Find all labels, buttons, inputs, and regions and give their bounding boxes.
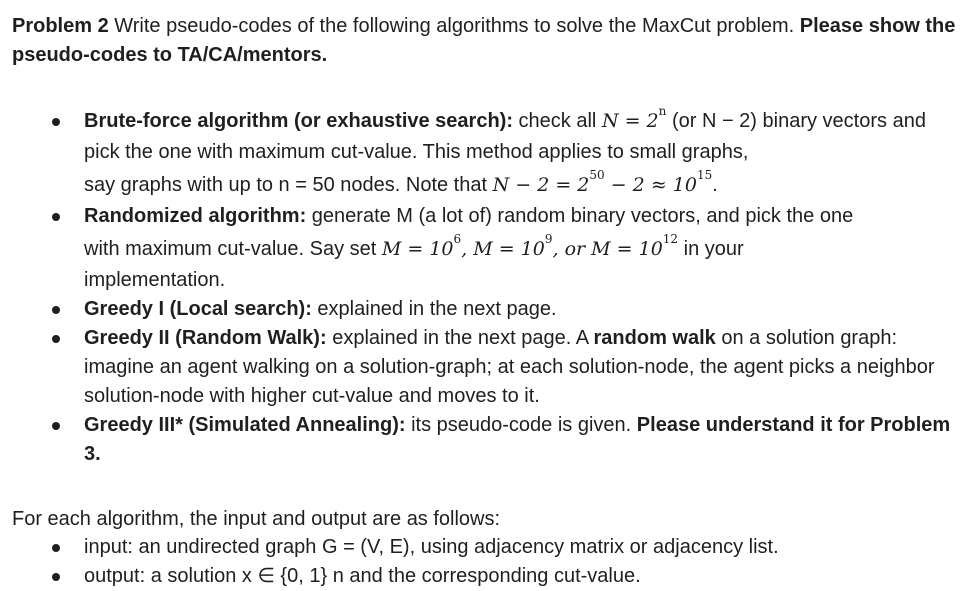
algorithm-name: Greedy II (Random Walk):	[84, 327, 327, 349]
algorithm-text: explained in the next page. A	[326, 327, 594, 349]
algorithm-text: its pseudo-code is given.	[405, 414, 637, 436]
algorithm-text: explained in the next page.	[311, 298, 557, 320]
io-list	[12, 533, 962, 591]
math-superscript: 12	[662, 232, 679, 246]
math-text: N − 2 = 2	[492, 174, 590, 196]
io-text: input: an undirected graph G = (V, E), using adjacency matrix or adjacency list.	[84, 536, 779, 558]
algorithm-text: check all	[513, 110, 602, 132]
problem-label: Problem 2	[12, 15, 109, 37]
algorithm-name: Greedy III* (Simulated Annealing):	[84, 414, 406, 436]
algorithm-list	[12, 104, 962, 469]
bullet-icon	[52, 118, 60, 126]
algorithm-name: Brute-force algorithm (or exhaustive search):	[84, 110, 513, 132]
io-text: output: a solution x ∈ {0, 1} n and the corresponding cut-value.	[84, 565, 641, 587]
bullet-icon	[52, 422, 60, 430]
math-superscript: 15	[696, 168, 713, 182]
bullet-icon	[52, 213, 60, 221]
list-item-brute-force	[12, 104, 962, 202]
algorithm-text: .	[712, 174, 718, 196]
text-line	[84, 232, 962, 266]
text-line: implementation.	[84, 269, 226, 291]
bullet-icon	[52, 335, 60, 343]
problem-emphasis: Please show the pseudo-codes to TA/CA/mentors.	[12, 15, 956, 66]
emphasis-text: random walk	[593, 327, 716, 349]
math-text: N = 2	[601, 110, 659, 132]
math-superscript: 6	[453, 232, 462, 246]
io-intro: For each algorithm, the input and output are as follows:	[12, 508, 501, 530]
text-line	[84, 168, 962, 202]
algorithm-text: say graphs with up to n = 50 nodes. Note that	[84, 174, 493, 196]
bullet-icon	[52, 306, 60, 314]
math-text: − 2 ≈ 10	[604, 174, 697, 196]
math-text: , or M = 10	[552, 238, 663, 260]
bullet-icon	[52, 544, 60, 552]
algorithm-text: in your	[678, 238, 744, 260]
list-item-greedy-2	[12, 324, 962, 411]
math-superscript: 9	[544, 232, 553, 246]
problem-text: Write pseudo-codes of the following algorithms to solve the MaxCut problem.	[108, 15, 800, 37]
list-item-greedy-3	[12, 411, 962, 469]
algorithm-name: Greedy I (Local search):	[84, 298, 312, 320]
emphasis-text: Please understand it for Problem 3.	[84, 414, 951, 465]
math-text: , M = 10	[461, 238, 545, 260]
math-superscript: n	[658, 104, 667, 118]
list-item-input	[12, 533, 962, 562]
math-expression	[381, 232, 679, 260]
bullet-icon	[52, 573, 60, 581]
problem-intro	[12, 12, 962, 70]
math-expression	[601, 104, 667, 132]
list-item-output	[12, 562, 962, 591]
algorithm-text: on a solution graph: imagine an agent walking on a solution-graph; at each solution-node, the agent picks a neighbor solution-node with higher cut-value and moves to it.	[84, 327, 935, 407]
algorithm-name: Randomized algorithm:	[84, 205, 307, 227]
algorithm-text: (or N − 2) binary vectors and pick the one with maximum cut-value. This method applies to small graphs,	[84, 110, 926, 163]
math-expression	[492, 168, 713, 196]
algorithm-text: generate M (a lot of) random binary vectors, and pick the one	[306, 205, 854, 227]
list-item-greedy-1	[12, 295, 962, 324]
list-item-randomized	[12, 202, 962, 295]
algorithm-text: with maximum cut-value. Say set	[84, 238, 382, 260]
math-text: M = 10	[381, 238, 454, 260]
math-superscript: 50	[589, 168, 605, 182]
